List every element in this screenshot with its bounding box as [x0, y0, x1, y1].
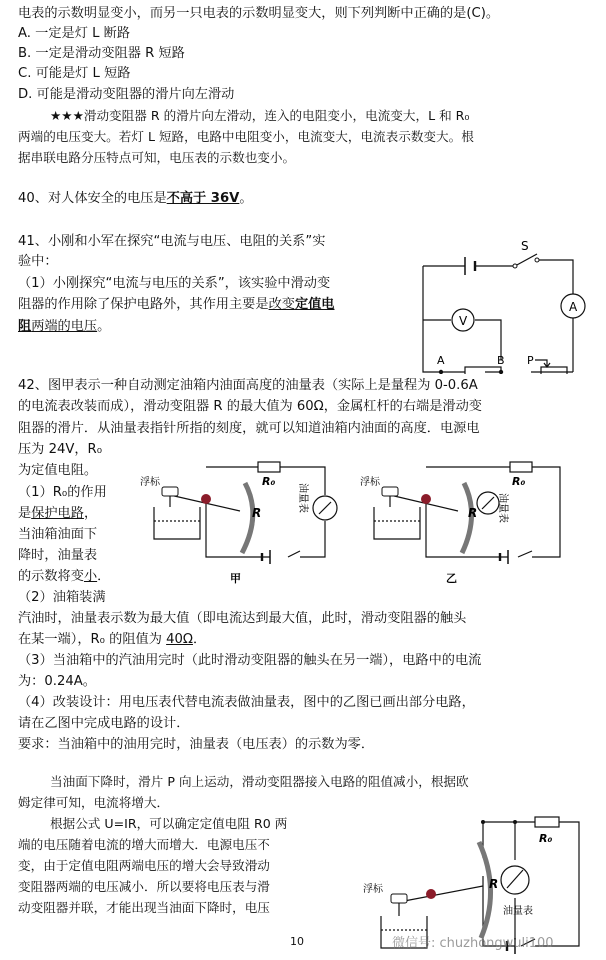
- point-a-label: A: [437, 354, 445, 367]
- voltmeter-label: V: [459, 314, 468, 328]
- q42-line7: 是保护电路，: [18, 506, 98, 521]
- answer-line3: 根据公式 U=IR，可以确定定值电阻 R0 两: [50, 816, 288, 831]
- svg-text:浮标: 浮标: [360, 477, 380, 488]
- q39-option-a: A. 一定是灯 L 断路: [18, 26, 131, 41]
- svg-text:R: R: [252, 506, 262, 520]
- q39-line1: 电表的示数明显变小，而另一只电表的示数明显变大，则下列判断中正确的是(C)。: [18, 6, 500, 21]
- svg-text:乙: 乙: [446, 572, 457, 585]
- q42-answer-1: 保护电路: [31, 506, 84, 521]
- answer-line2: 姆定律可知，电流将增大．: [18, 795, 170, 810]
- q42-line12: 汽油时，油量表示数为最大值（即电流达到最大值，此时，滑动变阻器的触头: [18, 611, 467, 626]
- q39-explanation-2: 两端的电压变大。若灯 L 短路，电路中电阻变小，电流变大，电流表示数变大。根: [18, 129, 474, 144]
- svg-text:油量表: 油量表: [497, 493, 508, 523]
- svg-text:甲: 甲: [230, 572, 241, 585]
- svg-text:浮标: 浮标: [140, 477, 160, 488]
- answer-line6: 变阻器两端的电压减小．所以要将电压表与滑: [18, 879, 270, 894]
- q42-line11: （2）油箱装满: [18, 590, 106, 605]
- q42-line9: 降时，油量表: [18, 548, 98, 563]
- q42-line14: （3）当油箱中的汽油用完时（此时滑动变阻器的触头在另一端），电路中的电流: [18, 653, 482, 668]
- q41-circuit-diagram: [415, 236, 600, 374]
- page-number: 10: [290, 935, 304, 948]
- q41-answer-a: 改变: [268, 297, 295, 312]
- answer-line5: 变，由于定值电阻两端电压的增大会导致滑动: [18, 858, 270, 873]
- q42-answer-2: 小: [83, 569, 98, 584]
- q41-line1: 41、小刚和小军在探究“电流与电压、电阻的关系”实: [18, 234, 326, 249]
- q42-line18: 要求：当油箱中的油用完时，油量表（电压表）的示数为零．: [18, 737, 375, 752]
- switch-label: S: [521, 239, 529, 253]
- q42-answer-3: 40Ω: [166, 632, 193, 647]
- figure-yi: [360, 455, 588, 587]
- q39-option-b: B. 一定是滑动变阻器 R 短路: [18, 46, 185, 61]
- svg-text:浮标: 浮标: [363, 884, 383, 895]
- q41-line2: 验中：: [18, 254, 58, 269]
- q42-line15: 为：0.24A。: [18, 674, 96, 689]
- q41-answer-b: 定值电: [294, 297, 335, 312]
- svg-text:R₀: R₀: [539, 832, 553, 845]
- answer-line1: 当油面下降时，滑片 P 向上运动，滑动变阻器接入电路的阻值减小，根据欧: [50, 774, 469, 789]
- point-b-label: B: [497, 354, 505, 367]
- answer-line4: 端的电压随着电流的增大而增大．电源电压不: [18, 837, 270, 852]
- answer-circuit-diagram: [355, 798, 595, 956]
- q41-line5: 阻两端的电压。: [18, 319, 111, 334]
- slider-label: P: [527, 354, 534, 367]
- answer-line7: 动变阻器并联，才能出现当油面下降时，电压: [18, 900, 270, 915]
- q42-line1: 42、图甲表示一种自动测定油箱内油面高度的油量表（实际上是量程为 0-0.6A: [18, 378, 478, 393]
- q42-line8: 当油箱油面下: [18, 527, 98, 542]
- q42-line10: 的示数将变小．: [18, 569, 111, 584]
- q39-option-d: D. 可能是滑动变阻器的滑片向左滑动: [18, 87, 235, 102]
- q42-line17: 请在乙图中完成电路的设计．: [18, 716, 190, 731]
- svg-text:油量表: 油量表: [297, 483, 308, 513]
- q39-explanation-3: 据串联电路分压特点可知，电压表的示数也变小。: [18, 150, 296, 165]
- q39-option-c: C. 可能是灯 L 短路: [18, 66, 131, 81]
- watermark: 微信号: chuzhongwuli100: [392, 936, 554, 951]
- q40-answer: 不高于 36V: [166, 191, 240, 206]
- q42-line2: 的电流表改装而成），滑动变阻器 R 的最大值为 60Ω，金属杠杆的右端是滑动变: [18, 399, 482, 414]
- svg-text:油量表: 油量表: [503, 906, 533, 917]
- q42-line13: 在某一端），R₀ 的阻值为 40Ω．: [18, 632, 207, 647]
- q42-line5: 为定值电阻。: [18, 463, 98, 478]
- svg-text:R: R: [489, 877, 499, 891]
- q42-line4: 压为 24V，R₀: [18, 442, 103, 457]
- q41-line4: 阻器的作用除了保护电路外，其作用主要是改变定值电: [18, 297, 335, 312]
- voltmeter-icon: [501, 866, 529, 894]
- svg-text:R: R: [468, 506, 478, 520]
- q41-line3: （1）小刚探究“电流与电压的关系”，该实验中滑动变: [18, 276, 331, 291]
- q42-line6: （1）R₀的作用: [18, 485, 107, 500]
- ammeter-label: A: [569, 300, 578, 314]
- figure-jia: [140, 455, 352, 587]
- q39-explanation-1: ★★★滑动变阻器 R 的滑片向左滑动，连入的电阻变小，电流变大，L 和 R₀: [50, 108, 470, 123]
- svg-text:R₀: R₀: [512, 475, 526, 488]
- q42-line3: 阻器的滑片．从油量表指针所指的刻度，就可以知道油箱内油面的高度．电源电: [18, 421, 480, 436]
- q42-line16: （4）改装设计：用电压表代替电流表做油量表，图中的乙图已画出部分电路，: [18, 695, 475, 710]
- svg-text:R₀: R₀: [262, 475, 276, 488]
- q40-text: 40、对人体安全的电压是不高于 36V。: [18, 191, 253, 206]
